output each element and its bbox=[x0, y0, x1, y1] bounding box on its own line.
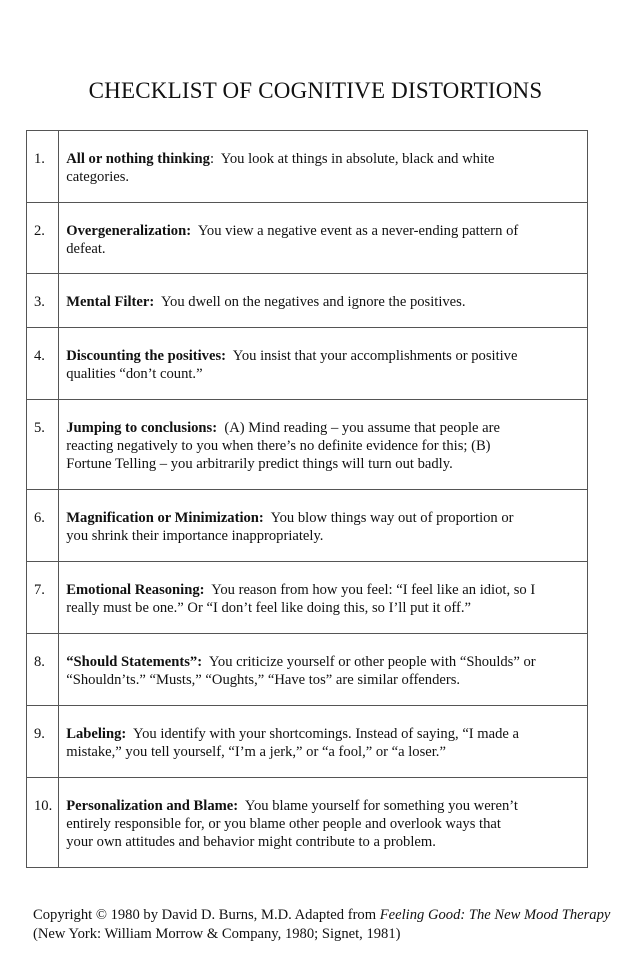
item-description bbox=[59, 562, 588, 634]
description-line: (A) Mind reading – you assume that people are bbox=[224, 420, 500, 436]
description-line: You insist that your accomplishments or positive bbox=[232, 348, 518, 364]
description-line: You identify with your shortcomings. Instead of saying, “I made a bbox=[133, 726, 520, 742]
term-separator bbox=[191, 223, 198, 239]
description-line: You view a negative event as a never-ending pattern of bbox=[197, 223, 519, 239]
item-description bbox=[59, 131, 588, 203]
table-row bbox=[27, 706, 588, 778]
term-separator bbox=[202, 654, 209, 670]
description-line: You reason from how you feel: “I feel like an idiot, so I bbox=[211, 582, 536, 598]
term-separator bbox=[264, 510, 271, 526]
description-line: your own attitudes and behavior might contribute to a problem. bbox=[66, 834, 436, 850]
item-number: 8. bbox=[27, 634, 59, 706]
description-line: You blow things way out of proportion or bbox=[270, 510, 514, 526]
footer-book-title: Feeling Good: The New Mood Therapy bbox=[379, 907, 611, 923]
distortion-term: Magnification or Minimization: bbox=[66, 510, 264, 526]
table-row bbox=[27, 562, 588, 634]
description-line: Fortune Telling – you arbitrarily predict things will turn out badly. bbox=[66, 456, 453, 472]
description-line: You blame yourself for something you weren’t bbox=[244, 798, 518, 814]
item-number: 6. bbox=[27, 490, 59, 562]
distortion-term: Overgeneralization: bbox=[66, 223, 192, 239]
description-line: defeat. bbox=[66, 241, 106, 257]
item-description bbox=[59, 274, 588, 328]
term-separator bbox=[154, 294, 161, 310]
distortion-term: Jumping to conclusions: bbox=[66, 420, 218, 436]
table-row bbox=[27, 203, 588, 274]
description-line: really must be one.” Or “I don’t feel like doing this, so I’ll put it off.” bbox=[66, 600, 471, 616]
copyright-footer bbox=[33, 906, 631, 944]
description-line: “Shouldn’ts.” “Musts,” “Oughts,” “Have tos” are similar offenders. bbox=[66, 672, 461, 688]
term-separator bbox=[238, 798, 245, 814]
distortion-term: “Should Statements”: bbox=[66, 654, 203, 670]
description-line: You criticize yourself or other people with “Shoulds” or bbox=[208, 654, 536, 670]
distortion-term: Labeling: bbox=[66, 726, 127, 742]
item-number: 7. bbox=[27, 562, 59, 634]
item-description bbox=[59, 400, 588, 490]
item-number: 9. bbox=[27, 706, 59, 778]
table-row bbox=[27, 131, 588, 203]
distortion-term: Discounting the positives: bbox=[66, 348, 226, 364]
description-line: categories. bbox=[66, 169, 130, 185]
term-separator: : bbox=[209, 151, 221, 167]
page-title: CHECKLIST OF COGNITIVE DISTORTIONS bbox=[88, 78, 543, 103]
item-number: 10. bbox=[27, 778, 59, 868]
term-separator bbox=[226, 348, 233, 364]
description-line: entirely responsible for, or you blame other people and overlook ways that bbox=[66, 816, 501, 832]
item-description bbox=[59, 634, 588, 706]
footer-suffix: (New York: William Morrow & Company, 1980; Signet, 1981) bbox=[33, 926, 401, 942]
item-description bbox=[59, 778, 588, 868]
item-number: 5. bbox=[27, 400, 59, 490]
table-row bbox=[27, 400, 588, 490]
description-line: mistake,” you tell yourself, “I’m a jerk,” or “a fool,” or “a loser.” bbox=[66, 744, 446, 760]
table-row bbox=[27, 634, 588, 706]
description-line: qualities “don’t count.” bbox=[66, 366, 203, 382]
table-row bbox=[27, 490, 588, 562]
distortion-term: Emotional Reasoning: bbox=[66, 582, 205, 598]
table-row bbox=[27, 274, 588, 328]
distortion-term: All or nothing thinking bbox=[66, 151, 210, 167]
item-number: 3. bbox=[27, 274, 59, 328]
item-number: 4. bbox=[27, 328, 59, 400]
description-line: reacting negatively to you when there’s no definite evidence for this; (B) bbox=[66, 438, 491, 454]
distortions-table bbox=[26, 130, 588, 868]
item-description bbox=[59, 203, 588, 274]
description-line: You dwell on the negatives and ignore the positives. bbox=[160, 294, 466, 310]
table-row bbox=[27, 778, 588, 868]
item-description bbox=[59, 706, 588, 778]
footer-prefix: Copyright © 1980 by David D. Burns, M.D. Adapted from bbox=[33, 907, 380, 923]
distortion-term: Mental Filter: bbox=[66, 294, 155, 310]
item-number: 2. bbox=[27, 203, 59, 274]
description-line: you shrink their importance inappropriately. bbox=[66, 528, 324, 544]
distortion-term: Personalization and Blame: bbox=[66, 798, 239, 814]
item-description bbox=[59, 328, 588, 400]
table-row bbox=[27, 328, 588, 400]
description-line: You look at things in absolute, black and white bbox=[220, 151, 495, 167]
item-description bbox=[59, 490, 588, 562]
item-number: 1. bbox=[27, 131, 59, 203]
